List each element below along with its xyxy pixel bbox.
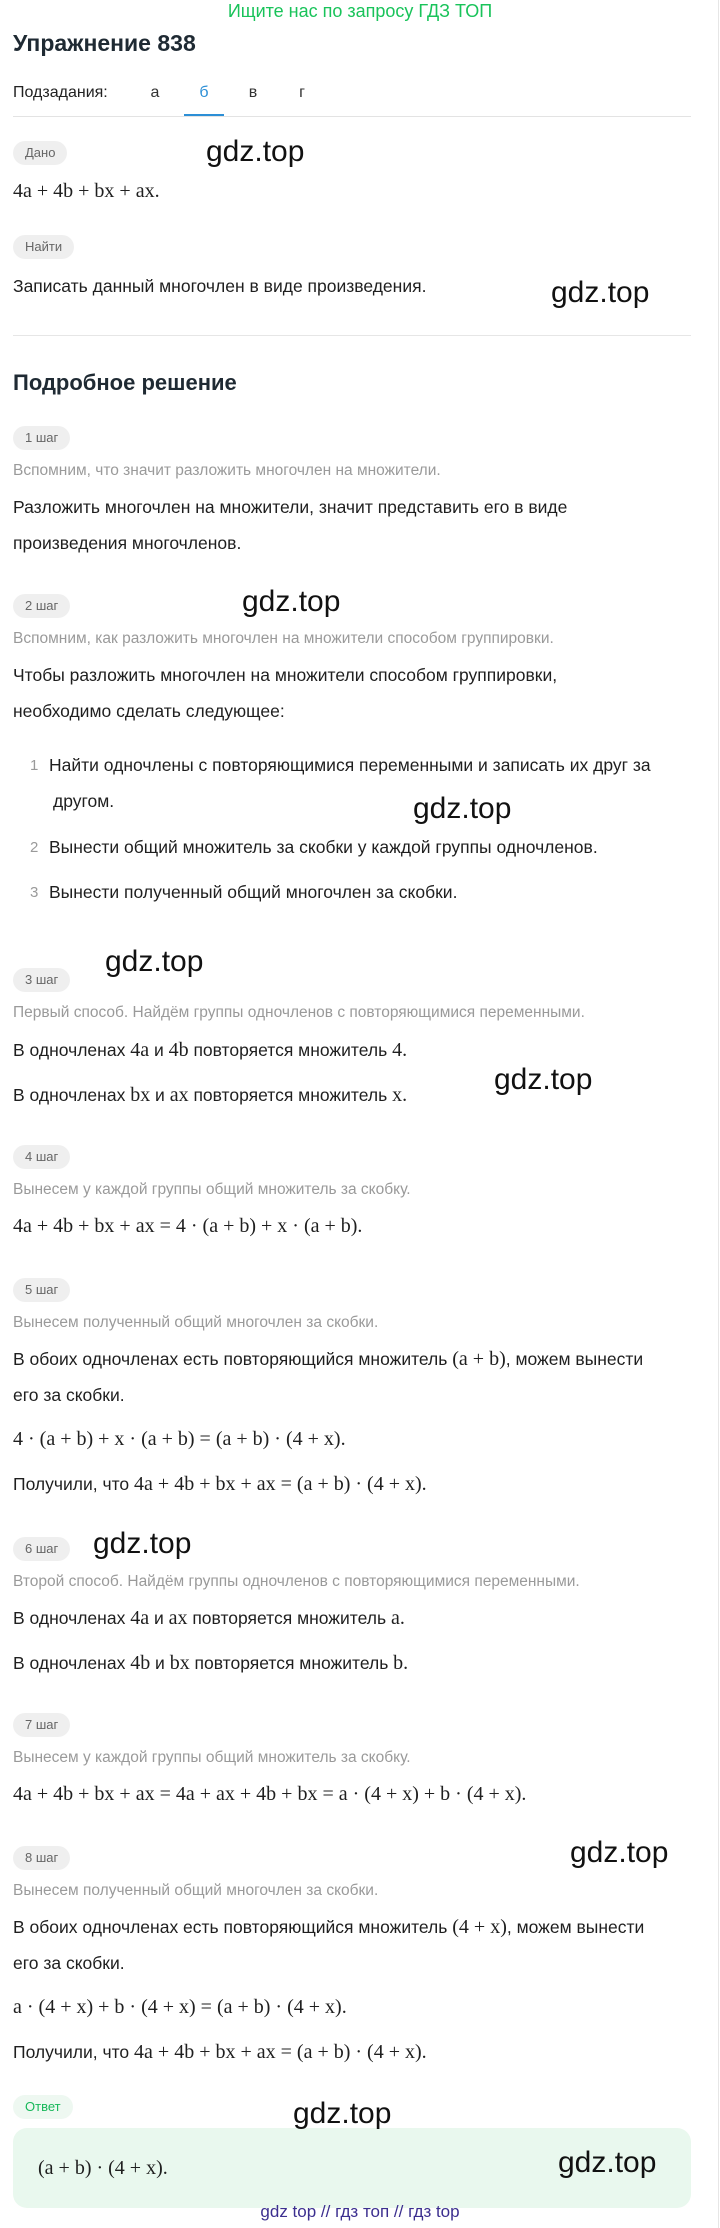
watermark: gdz.top <box>293 2097 392 2130</box>
given-badge: Дано <box>13 141 67 165</box>
watermark: gdz.top <box>206 135 305 168</box>
step-7-badge: 7 шаг <box>13 1713 70 1737</box>
step-5-hint: Вынесем полученный общий многочлен за скобки. <box>13 1314 379 1331</box>
footer-text: gdz top // гдз топ // гдз top <box>260 2202 460 2221</box>
section-divider <box>13 335 691 336</box>
step-6-hint: Второй способ. Найдём группы одночленов с повторяющимися переменными. <box>13 1573 580 1590</box>
step-5-result: Получили, что 4a + 4b + bx + ax = (a + b) · (4 + x). <box>13 1473 427 1495</box>
right-border <box>718 0 719 2228</box>
tab-g[interactable]: г <box>299 84 305 101</box>
step-2-line-1: Чтобы разложить многочлен на множители способом группировки, <box>13 665 558 685</box>
step-6-line-2: В одночленах 4b и bx повторяется множитель b. <box>13 1652 409 1674</box>
step-1-line-2: произведения многочленов. <box>13 533 242 553</box>
watermark: gdz.top <box>551 276 650 309</box>
step-7-hint: Вынесем у каждой группы общий множитель за скобку. <box>13 1749 411 1766</box>
step-8-result: Получили, что 4a + 4b + bx + ax = (a + b) · (4 + x). <box>13 2041 427 2063</box>
find-text: Записать данный многочлен в виде произведения. <box>13 276 427 296</box>
find-badge: Найти <box>13 235 74 259</box>
step-1-badge: 1 шаг <box>13 426 70 450</box>
watermark: gdz.top <box>413 792 512 825</box>
solution-title: Подробное решение <box>13 370 237 395</box>
subtask-tabs <box>13 84 691 117</box>
page-title: Упражнение 838 <box>13 30 196 56</box>
step-4-expression: 4a + 4b + bx + ax = 4 · (a + b) + x · (a + b). <box>13 1215 363 1237</box>
watermark: gdz.top <box>93 1527 192 1560</box>
step-8-hint: Вынесем полученный общий многочлен за скобки. <box>13 1882 379 1899</box>
step-3-line-2: В одночленах bx и ax повторяется множитель x. <box>13 1084 408 1106</box>
watermark: gdz.top <box>494 1063 593 1096</box>
step-2-line-2: необходимо сделать следующее: <box>13 701 285 721</box>
watermark: gdz.top <box>105 945 204 978</box>
search-banner[interactable]: Ищите нас по запросу ГДЗ ТОП <box>227 1 493 21</box>
subtasks-label: Подзадания: <box>13 84 108 101</box>
step-8-line-2: его за скобки. <box>13 1953 125 1973</box>
step-1-line-1: Разложить многочлен на множители, значит представить его в виде <box>13 497 568 517</box>
answer-badge: Ответ <box>13 2095 73 2119</box>
watermark: gdz.top <box>242 585 341 618</box>
step-3-hint: Первый способ. Найдём группы одночленов с повторяющимися переменными. <box>13 1004 585 1021</box>
step-3-badge: 3 шаг <box>13 968 70 992</box>
tab-b[interactable]: б <box>184 84 224 116</box>
step-8-badge: 8 шаг <box>13 1846 70 1870</box>
step-5-expression: 4 · (a + b) + x · (a + b) = (a + b) · (4 + x). <box>13 1428 346 1450</box>
step-2-badge: 2 шаг <box>13 594 70 618</box>
list-item-3: Вынести полученный общий многочлен за скобки. <box>49 882 458 902</box>
list-number: 1 <box>30 757 39 774</box>
step-4-hint: Вынесем у каждой группы общий множитель за скобку. <box>13 1181 411 1198</box>
answer-expression: (a + b) · (4 + x). <box>38 2157 168 2179</box>
step-1-hint: Вспомним, что значит разложить многочлен на множители. <box>13 462 441 479</box>
tab-a[interactable]: а <box>150 84 160 101</box>
step-5-line-1: В обоих одночленах есть повторяющийся множитель (a + b), можем вынести <box>13 1348 644 1370</box>
list-number: 2 <box>30 839 39 856</box>
list-item-2: Вынести общий множитель за скобки у каждой группы одночленов. <box>49 837 598 857</box>
given-expression: 4a + 4b + bx + ax. <box>13 180 160 202</box>
step-8-line-1: В обоих одночленах есть повторяющийся множитель (4 + x), можем вынести <box>13 1916 645 1938</box>
step-5-line-2: его за скобки. <box>13 1385 125 1405</box>
step-7-expression: 4a + 4b + bx + ax = 4a + ax + 4b + bx = a · (4 + x) + b · (4 + x). <box>13 1783 527 1805</box>
step-8-expression: a · (4 + x) + b · (4 + x) = (a + b) · (4 + x). <box>13 1996 347 2018</box>
list-item-1-line-2: другом. <box>53 791 115 811</box>
step-6-badge: 6 шаг <box>13 1537 70 1561</box>
watermark: gdz.top <box>558 2146 657 2179</box>
tab-v[interactable]: в <box>248 84 258 101</box>
watermark: gdz.top <box>570 1836 669 1869</box>
step-6-line-1: В одночленах 4a и ax повторяется множитель a. <box>13 1607 405 1629</box>
step-3-line-1: В одночленах 4a и 4b повторяется множитель 4. <box>13 1039 408 1061</box>
step-2-hint: Вспомним, как разложить многочлен на множители способом группировки. <box>13 630 554 647</box>
step-5-badge: 5 шаг <box>13 1278 70 1302</box>
list-number: 3 <box>30 884 39 901</box>
step-4-badge: 4 шаг <box>13 1145 70 1169</box>
list-item-1-line-1: Найти одночлены с повторяющимися переменными и записать их друг за <box>49 755 651 775</box>
